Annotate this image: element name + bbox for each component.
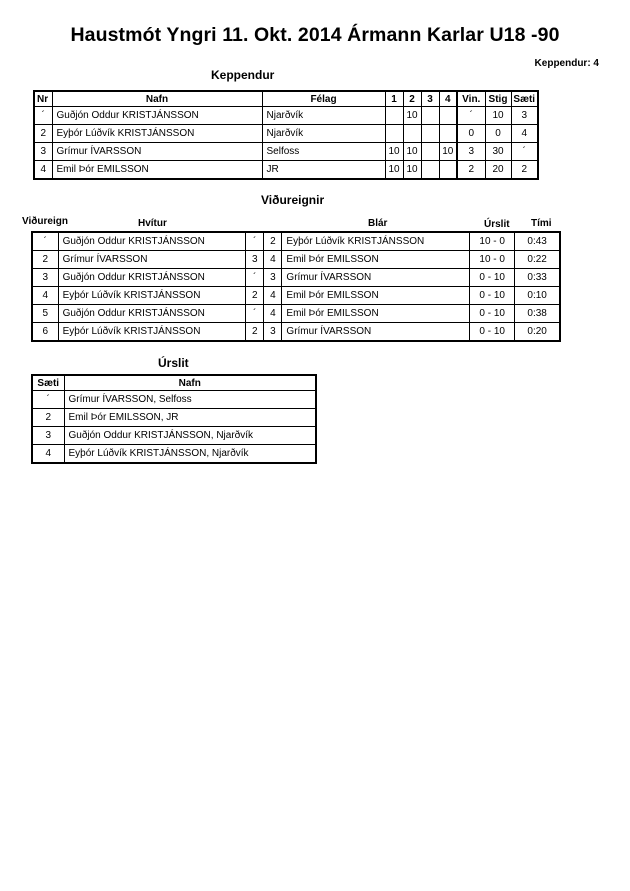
competitor-r1: [385, 107, 403, 125]
match-row: [32, 232, 560, 251]
match-blue: Emil Þór EMILSSON: [282, 251, 470, 269]
competitor-club: Njarðvík: [262, 107, 385, 125]
results-heading: Úrslit: [158, 356, 189, 370]
match-time: 0:38: [515, 305, 560, 323]
competitor-vin: 2: [457, 161, 485, 180]
col-round-3: 3: [421, 91, 439, 107]
col-round-4: 4: [439, 91, 457, 107]
match-blue: Grímur ÍVARSSON: [282, 323, 470, 342]
match-result: 0 - 10: [470, 269, 515, 287]
competitor-r4: [439, 107, 457, 125]
match-row: [32, 305, 560, 323]
competitor-r3: [421, 143, 439, 161]
competitor-saeti: 4: [511, 125, 538, 143]
col-round-1: 1: [385, 91, 403, 107]
result-name: Grímur ÍVARSSON, Selfoss: [64, 391, 316, 409]
competitor-r3: [421, 107, 439, 125]
result-row: [32, 427, 316, 445]
match-blue: Emil Þór EMILSSON: [282, 287, 470, 305]
match-time: 0:10: [515, 287, 560, 305]
match-time: 0:22: [515, 251, 560, 269]
result-place: 4: [32, 445, 64, 464]
col-nafn: Nafn: [52, 91, 262, 107]
match-white-nr: ´: [246, 232, 264, 251]
competitor-club: JR: [262, 161, 385, 180]
competitor-club: Njarðvík: [262, 125, 385, 143]
competitors-table: [33, 90, 539, 180]
match-no: 6: [32, 323, 58, 342]
competitor-r3: [421, 125, 439, 143]
match-blue-nr: 4: [264, 305, 282, 323]
competitor-r3: [421, 161, 439, 180]
competitor-name: Eyþór Lúðvík KRISTJÁNSSON: [52, 125, 262, 143]
match-blue: Eyþór Lúðvík KRISTJÁNSSON: [282, 232, 470, 251]
match-result: 0 - 10: [470, 305, 515, 323]
col-match-no: Viðureign: [22, 216, 68, 227]
page-title: Haustmót Yngri 11. Okt. 2014 Ármann Karlar U18 -90: [70, 24, 560, 46]
col-felag: Félag: [262, 91, 385, 107]
result-place: ´: [32, 391, 64, 409]
competitor-nr: ´: [34, 107, 52, 125]
competitor-club: Selfoss: [262, 143, 385, 161]
match-row: [32, 287, 560, 305]
match-blue: Emil Þór EMILSSON: [282, 305, 470, 323]
match-blue-nr: 3: [264, 269, 282, 287]
result-row: [32, 391, 316, 409]
competitor-vin: 3: [457, 143, 485, 161]
match-blue-nr: 4: [264, 287, 282, 305]
competitor-r2: [403, 125, 421, 143]
match-no: 5: [32, 305, 58, 323]
match-no: 2: [32, 251, 58, 269]
match-white-nr: 2: [246, 323, 264, 342]
match-white: Grímur ÍVARSSON: [58, 251, 246, 269]
match-result: 0 - 10: [470, 323, 515, 342]
competitor-name: Guðjón Oddur KRISTJÁNSSON: [52, 107, 262, 125]
competitor-saeti: 3: [511, 107, 538, 125]
match-no: 4: [32, 287, 58, 305]
competitor-row: [34, 143, 538, 161]
competitor-nr: 3: [34, 143, 52, 161]
competitor-r2: 10: [403, 143, 421, 161]
match-row: [32, 323, 560, 342]
competitor-r4: [439, 161, 457, 180]
match-time: 0:20: [515, 323, 560, 342]
col-place: Sæti: [32, 375, 64, 391]
results-table: [31, 374, 317, 464]
match-white: Guðjón Oddur KRISTJÁNSSON: [58, 232, 246, 251]
competitor-stig: 30: [485, 143, 511, 161]
match-blue-nr: 3: [264, 323, 282, 342]
matches-heading: Viðureignir: [261, 193, 325, 207]
competitor-vin: ´: [457, 107, 485, 125]
match-time: 0:33: [515, 269, 560, 287]
result-row: [32, 409, 316, 427]
col-name: Nafn: [64, 375, 316, 391]
competitor-saeti: ´: [511, 143, 538, 161]
competitor-r4: 10: [439, 143, 457, 161]
result-place: 3: [32, 427, 64, 445]
match-result: 10 - 0: [470, 232, 515, 251]
matches-table: [31, 231, 561, 342]
competitor-r1: 10: [385, 143, 403, 161]
match-white-nr: ´: [246, 269, 264, 287]
competitor-name: Grímur ÍVARSSON: [52, 143, 262, 161]
match-blue-nr: 4: [264, 251, 282, 269]
result-place: 2: [32, 409, 64, 427]
result-name: Guðjón Oddur KRISTJÁNSSON, Njarðvík: [64, 427, 316, 445]
match-result: 10 - 0: [470, 251, 515, 269]
competitor-count: Keppendur: 4: [534, 58, 599, 69]
match-white-nr: 3: [246, 251, 264, 269]
competitor-stig: 0: [485, 125, 511, 143]
match-white: Eyþór Lúðvík KRISTJÁNSSON: [58, 287, 246, 305]
col-nr: Nr: [34, 91, 52, 107]
result-name: Emil Þór EMILSSON, JR: [64, 409, 316, 427]
competitor-r2: 10: [403, 161, 421, 180]
competitor-r4: [439, 125, 457, 143]
competitor-stig: 20: [485, 161, 511, 180]
match-no: 3: [32, 269, 58, 287]
competitor-nr: 2: [34, 125, 52, 143]
match-blue-nr: 2: [264, 232, 282, 251]
match-white: Guðjón Oddur KRISTJÁNSSON: [58, 305, 246, 323]
competitor-saeti: 2: [511, 161, 538, 180]
result-name: Eyþór Lúðvík KRISTJÁNSSON, Njarðvík: [64, 445, 316, 464]
col-white: Hvítur: [138, 218, 167, 229]
competitor-row: [34, 125, 538, 143]
competitor-r1: 10: [385, 161, 403, 180]
competitor-nr: 4: [34, 161, 52, 180]
competitor-r1: [385, 125, 403, 143]
col-round-2: 2: [403, 91, 421, 107]
match-no: ´: [32, 232, 58, 251]
match-result: 0 - 10: [470, 287, 515, 305]
match-white-nr: ´: [246, 305, 264, 323]
col-stig: Stig: [485, 91, 511, 107]
match-row: [32, 269, 560, 287]
match-blue: Grímur ÍVARSSON: [282, 269, 470, 287]
match-time: 0:43: [515, 232, 560, 251]
col-time: Tími: [531, 218, 552, 229]
col-blue: Blár: [368, 218, 388, 229]
col-vin: Vin.: [457, 91, 485, 107]
col-result: Úrslit: [484, 219, 510, 230]
match-white-nr: 2: [246, 287, 264, 305]
competitor-row: [34, 107, 538, 125]
competitor-name: Emil Þór EMILSSON: [52, 161, 262, 180]
result-row: [32, 445, 316, 464]
match-row: [32, 251, 560, 269]
competitor-stig: 10: [485, 107, 511, 125]
competitors-heading: Keppendur: [211, 68, 275, 82]
match-white: Eyþór Lúðvík KRISTJÁNSSON: [58, 323, 246, 342]
col-saeti: Sæti: [511, 91, 538, 107]
match-white: Guðjón Oddur KRISTJÁNSSON: [58, 269, 246, 287]
competitor-r2: 10: [403, 107, 421, 125]
competitor-row: [34, 161, 538, 180]
competitor-vin: 0: [457, 125, 485, 143]
